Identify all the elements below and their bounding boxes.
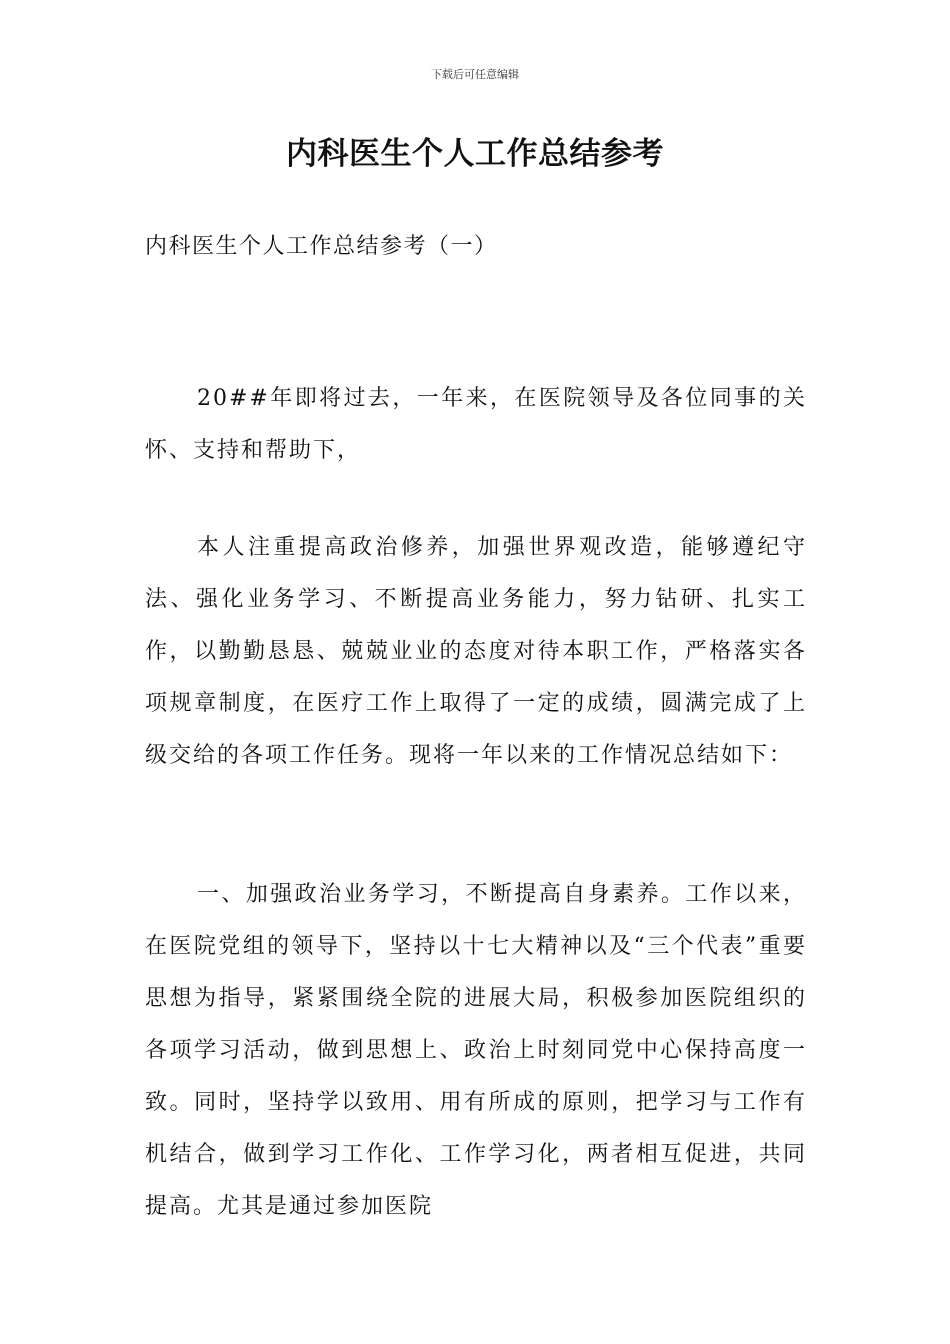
paragraph-intro: 20##年即将过去，一年来，在医院领导及各位同事的关怀、支持和帮助下， bbox=[145, 386, 807, 463]
paragraph-overview: 本人注重提高政治修养，加强世界观改造，能够遵纪守法、强化业务学习、不断提高业务能力，努力钻研、扎实工作，以勤勤恳恳、兢兢业业的态度对待本职工作，严格落实各项规章制度，在医疗工作上取得了一定的成绩，圆满完成了上级交给的各项工作任务。现将一年以来的工作情况总结如下： bbox=[145, 535, 807, 768]
document-title: 内科医生个人工作总结参考 bbox=[286, 136, 664, 172]
paragraph-section-one: 一、加强政治业务学习，不断提高自身素养。工作以来，在医院党组的领导下，坚持以十七大精神以及“三个代表”重要思想为指导，紧紧围绕全院的进展大局，积极参加医院组织的各项学习活动，做到思想上、政治上时刻同党中心保持高度一致。同时，坚持学以致用、用有所成的原则，把学习与工作有机结合，做到学习工作化、工作学习化，两者相互促进，共同提高。尤其是通过参加医院 bbox=[145, 882, 807, 1219]
header-note: 下载后可任意编辑 bbox=[431, 68, 519, 81]
section-title: 内科医生个人工作总结参考（一） bbox=[145, 234, 498, 259]
